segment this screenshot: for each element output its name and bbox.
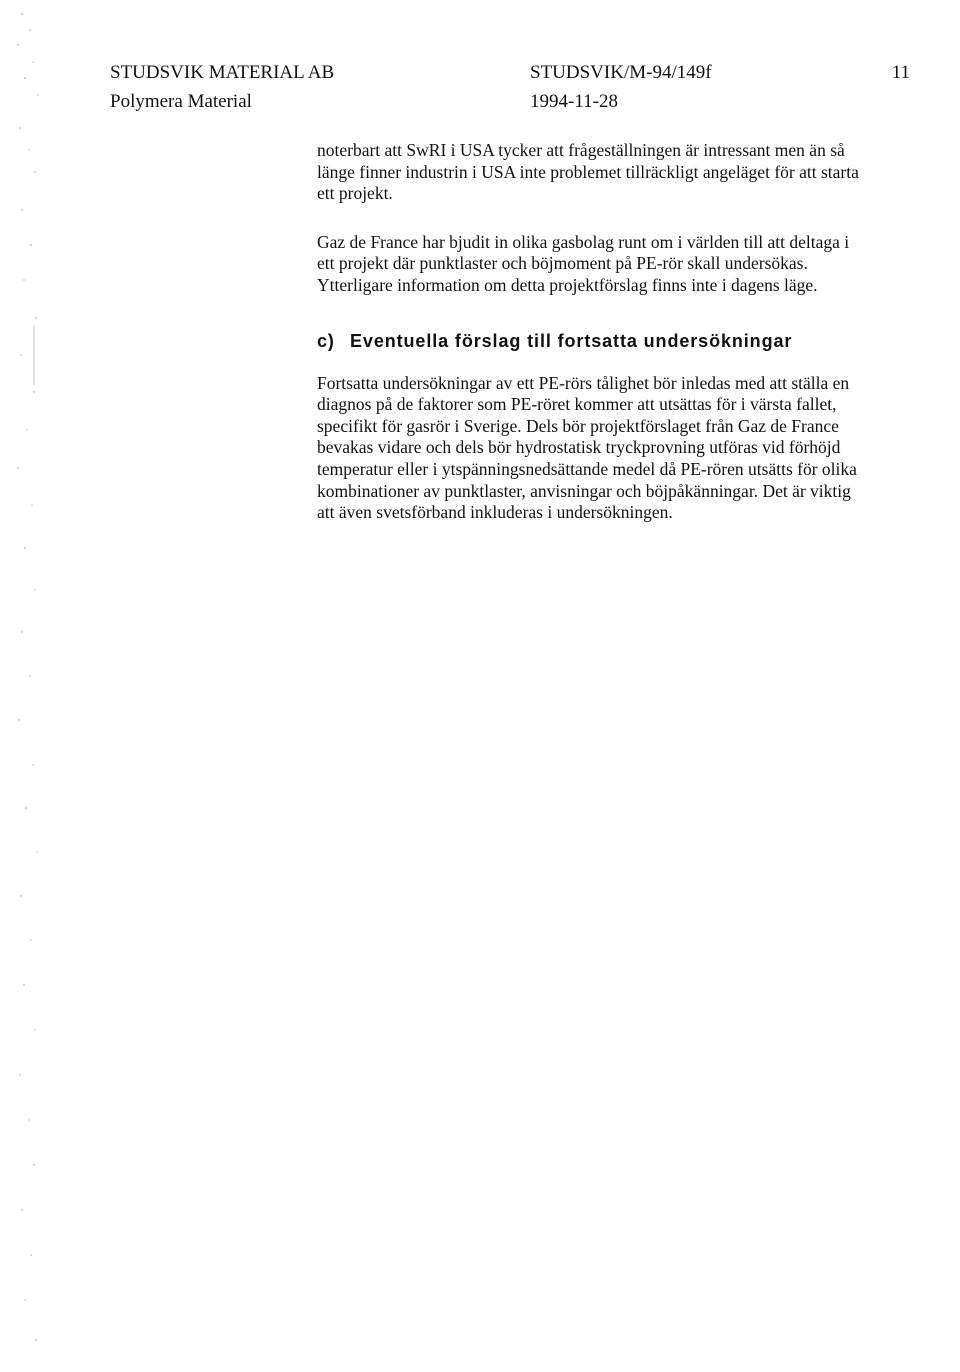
text-line: diagnos på de faktorer som PE-röret kommer att utsättas för i värsta fallet, [317, 394, 837, 415]
text-line: att även svetsförband inkluderas i undersökningen. [317, 502, 673, 523]
text-line: Gaz de France har bjudit in olika gasbolag runt om i världen till att deltaga i [317, 231, 850, 252]
section-title: Eventuella förslag till fortsatta undersökningar [350, 330, 793, 351]
text-line: Fortsatta undersökningar av ett PE-rörs tålighet bör inledas med att ställa en [317, 372, 850, 393]
text-line: ett projekt. [317, 183, 393, 204]
text-line: länge finner industrin i USA inte problemet tillräckligt angeläget för att starta [317, 161, 859, 182]
company-name: STUDSVIK MATERIAL AB [110, 62, 335, 83]
page-number: 11 [891, 62, 910, 83]
paragraph-gaz-de-france [317, 232, 917, 297]
header-line-1 [110, 58, 910, 87]
text-line: temperatur eller i ytspänningsnedsättande medel då PE-rören utsätts för olika [317, 458, 857, 479]
section-heading [317, 330, 917, 352]
scan-margin-noise [0, 0, 60, 1372]
report-number: STUDSVIK/M-94/149f [530, 62, 712, 83]
text-line: Ytterligare information om detta projektförslag finns inte i dagens läge. [317, 274, 818, 295]
text-line: kombinationer av punktlaster, anvisningar och böjpåkänningar. Det är viktig [317, 480, 851, 501]
paragraph-swri-usa [317, 140, 917, 205]
text-line: specifikt för gasrör i Sverige. Dels bör projektförslaget från Gaz de France [317, 415, 839, 436]
paragraph-further-investigations [317, 373, 917, 524]
text-line: bevakas vidare och dels bör hydrostatisk tryckprovning utföras vid förhöjd [317, 437, 841, 458]
section-label: c) [317, 330, 335, 351]
page-header [110, 58, 910, 118]
report-date: 1994-11-28 [530, 91, 618, 112]
text-line: ett projekt där punktlaster och böjmoment på PE-rör skall undersökas. [317, 253, 808, 274]
text-line: noterbart att SwRI i USA tycker att frågeställningen är intressant men än så [317, 140, 845, 160]
header-line-2 [110, 87, 910, 116]
document-body [317, 140, 917, 524]
department-name: Polymera Material [110, 91, 252, 112]
